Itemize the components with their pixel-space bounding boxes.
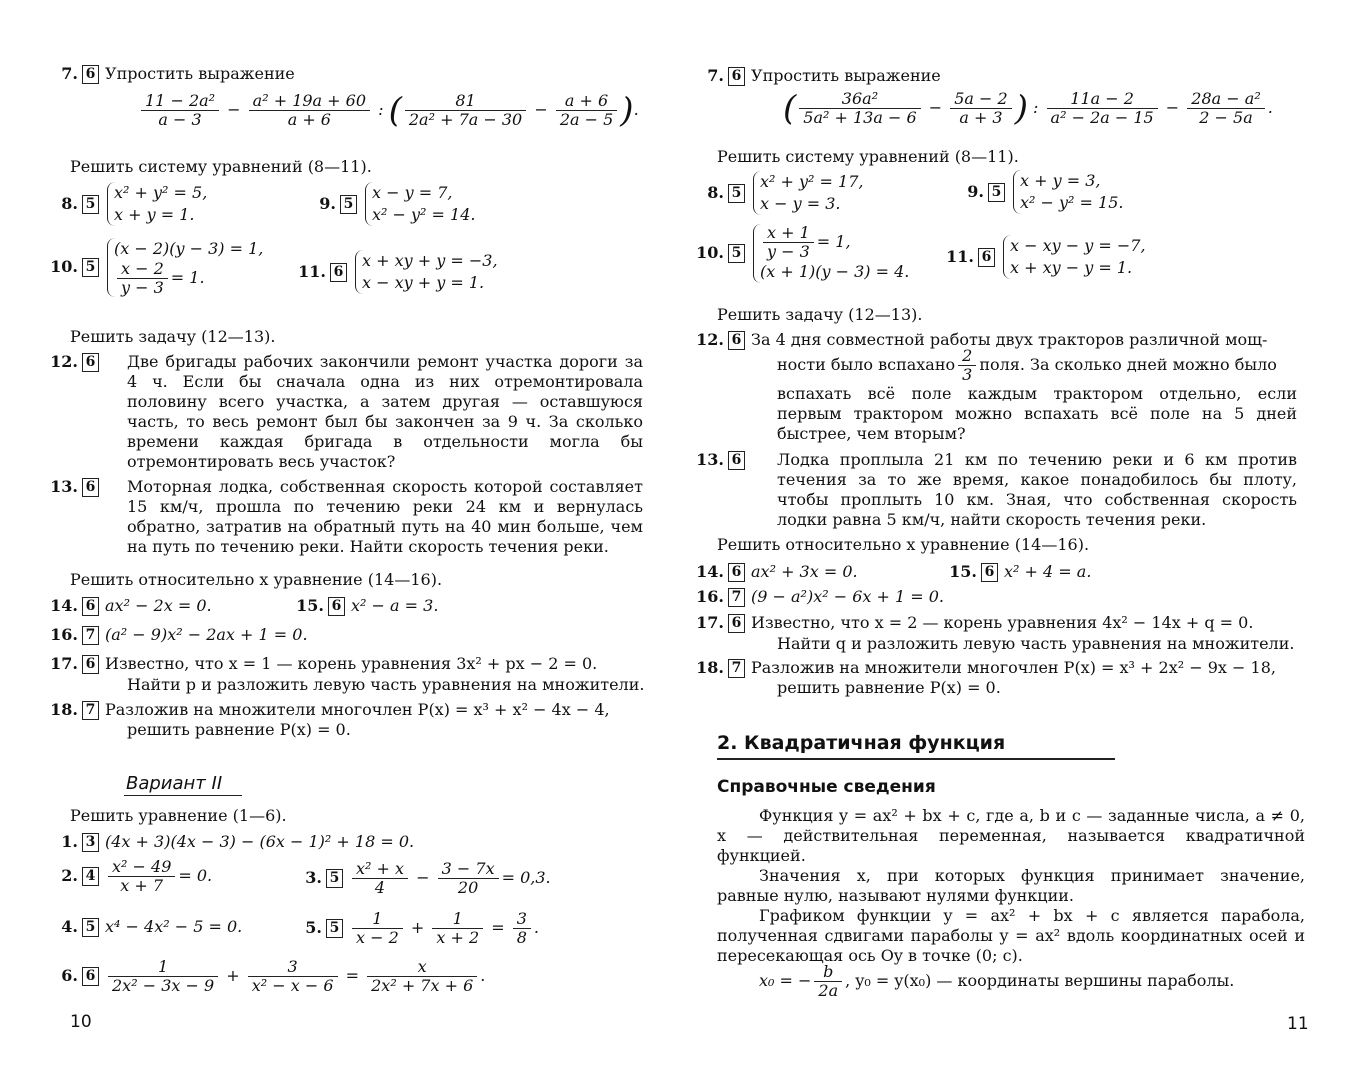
tasks-heading: Решить задачу (12—13). bbox=[717, 305, 923, 324]
equations-heading: Решить относительно x уравнение (14—16). bbox=[70, 570, 443, 589]
problem-7-expression: ( $\frac{\text{36a²}}{\text{5a² + 13a − 6}}$ − $\frac{5a - 2}{a + 3}$ ) : $\frac{11a - 2}{\text{a² − 2a − 15}}$ − $\frac{\text{28a − a²}}{2 - 5a}$ . bbox=[783, 88, 1273, 129]
variant-problem-4: 4. 5 x⁴ − 4x² − 5 = 0. bbox=[61, 917, 243, 936]
problem-7: 7. 6 Упростить выражение bbox=[707, 66, 941, 85]
paragraph-graph: Графиком функции y = ax² + bx + c является парабола, полученная сдвигами параболы y = ax² вдоль координатных осей и пересекающая ось Oy в точке (0; c). bbox=[717, 906, 1305, 965]
problem-10: 10. 5 (x − 2)(y − 3) = 1, $\frac{x - 2}{y - 3}$ = 1. bbox=[50, 239, 264, 297]
paragraph-zeros: Значения x, при которых функция принимает значение, равные нулю, называют нулями функции. bbox=[717, 866, 1305, 905]
problem-18-line2: решить равнение P(x) = 0. bbox=[127, 720, 351, 739]
problem-18: 18. 7 Разложив на множители многочлен P(x) = x³ + 2x² − 9x − 18, bbox=[696, 658, 1276, 677]
problem-8: 8. 5 x² + y² = 17, x − y = 3. bbox=[707, 172, 864, 213]
problem-17-line2: Найти q и разложить левую часть уравнения на множители. bbox=[777, 634, 1295, 653]
problem-13-label: 13. 6 bbox=[694, 450, 751, 470]
systems-heading: Решить систему уравнений (8—11). bbox=[717, 147, 1019, 166]
problem-13-text: Лодка проплыла 21 км по течению реки и 6 км против течения за то же время, какое понадобилось бы плоту, чтобы проплыть 10 км. Зная, что собственная скорость лодки равна 5 км/ч, найти скорость течения реки. bbox=[777, 450, 1297, 529]
right-page bbox=[685, 0, 1370, 1080]
problem-12-label: 12. 6 bbox=[48, 352, 105, 372]
problem-11: 11. 6 x − xy − y = −7, x + xy − y = 1. bbox=[946, 236, 1146, 277]
problem-18: 18. 7 Разложив на множители многочлен P(x) = x³ + x² − 4x − 4, bbox=[50, 700, 610, 719]
difficulty-box: 6 bbox=[82, 65, 99, 84]
problem-17: 17. 6 Известно, что x = 1 — корень уравнения 3x² + px − 2 = 0. bbox=[50, 654, 598, 673]
variant-problem-3: 3. 5 $\frac{\text{x² + x}}{4}$ − $\frac{3 - 7x}{20}$ = 0,3. bbox=[305, 859, 551, 897]
vertex-formula: x₀ = − $\frac{b}{2a}$ , y₀ = y(x₀) — координаты вершины параболы. bbox=[759, 962, 1235, 1000]
problem-13-text: Моторная лодка, собственная скорость которой составляет 15 км/ч, прошла по течению реки 24 км и вернулась обратно, затратив на обратный путь на 40 мин больше, чем на путь по течению реки. Найти скорость течения реки. bbox=[127, 477, 643, 556]
equations-heading: Решить относительно x уравнение (14—16). bbox=[717, 535, 1090, 554]
section-rule bbox=[717, 758, 1115, 760]
problem-14: 14. 6 ax² − 2x = 0. bbox=[50, 596, 212, 615]
paragraph-definition: Функция y = ax² + bx + c, где a, b и c — заданные числа, a ≠ 0, x — действительная переменная, называется квадратичной функцией. bbox=[717, 806, 1305, 865]
problem-16: 16. 7 (a² − 9)x² − 2ax + 1 = 0. bbox=[50, 625, 308, 644]
problem-12-text: Две бригады рабочих закончили ремонт участка дороги за 4 ч. Если бы сначала одна из них отремонтировала половину всего участка, а затем другая — оставшуюся часть, то весь ремонт был бы закончен за 9 ч. За сколько времени каждая бригада в отдельности могла бы отремонтировать весь участок? bbox=[127, 352, 643, 471]
problem-7-expression: $\frac{\text{11 − 2a²}}{a - 3}$ − $\frac{\text{a² + 19a + 60}}{a + 6}$ : ( $\frac{81}{\text{2a² + 7a − 30}}$ − $\frac{a + 6}{2a - 5}$ ). bbox=[138, 92, 639, 129]
variant-problem-1: 1. 3 (4x + 3)(4x − 3) − (6x − 1)² + 18 = 0. bbox=[61, 832, 415, 851]
variant-heading: Вариант II bbox=[124, 774, 242, 794]
problem-15: 15. 6 x² + 4 = a. bbox=[949, 562, 1092, 581]
solve-heading: Решить уравнение (1—6). bbox=[70, 806, 287, 825]
problem-12-line2: ности было вспахано $\frac{2}{3}$ поля. За сколько дней можно было bbox=[777, 346, 1277, 384]
problem-10: 10. 5 $\frac{x + 1}{y - 3}$ = 1, (x + 1)(y − 3) = 4. bbox=[696, 223, 910, 281]
systems-heading: Решить систему уравнений (8—11). bbox=[70, 157, 372, 176]
problem-7: 7. 6 Упростить выражение bbox=[61, 64, 295, 83]
problem-13-label: 13. 6 bbox=[48, 477, 105, 497]
problem-14: 14. 6 ax² + 3x = 0. bbox=[696, 562, 858, 581]
problem-16: 16. 7 (9 − a²)x² − 6x + 1 = 0. bbox=[696, 587, 945, 606]
problem-12: 12. 6 За 4 дня совместной работы двух тракторов различной мощ- bbox=[696, 330, 1268, 349]
problem-12-rest: вспахать всё поле каждым трактором отдельно, если первым трактором можно вспахать всё поле на 5 дней быстрее, чем вторым? bbox=[777, 384, 1297, 443]
variant-problem-6: 6. 6 $\frac{1}{\text{2x² − 3x − 9}}$ + $\frac{3}{\text{x² − x − 6}}$ = $\frac{x}{\text{2x² + 7x + 6}}$ . bbox=[61, 957, 486, 995]
subsection-title: Справочные сведения bbox=[717, 777, 936, 797]
problem-15: 15. 6 x² − a = 3. bbox=[296, 596, 439, 615]
problem-8: 8. 5 x² + y² = 5, x + y = 1. bbox=[61, 183, 208, 224]
problem-17-line2: Найти p и разложить левую часть уравнения на множители. bbox=[127, 675, 645, 694]
section-title: 2. Квадратичная функция bbox=[717, 732, 1006, 754]
variant-problem-2: 2. 4 $\frac{\text{x² − 49}}{x + 7}$ = 0. bbox=[61, 857, 213, 895]
problem-9: 9. 5 x + y = 3, x² − y² = 15. bbox=[967, 171, 1124, 212]
problem-11: 11. 6 x + xy + y = −3, x − xy + y = 1. bbox=[298, 251, 498, 292]
problem-17: 17. 6 Известно, что x = 2 — корень уравнения 4x² − 14x + q = 0. bbox=[696, 613, 1254, 632]
page-number: 10 bbox=[70, 1012, 92, 1032]
variant-problem-5: 5. 5 $\frac{1}{x - 2}$ + $\frac{1}{x + 2}$ = $\frac{3}{8}$ . bbox=[305, 909, 539, 947]
problem-9: 9. 5 x − y = 7, x² − y² = 14. bbox=[319, 183, 476, 224]
problem-18-line2: решить равнение P(x) = 0. bbox=[777, 678, 1001, 697]
page-number: 11 bbox=[1287, 1014, 1309, 1034]
tasks-heading: Решить задачу (12—13). bbox=[70, 327, 276, 346]
